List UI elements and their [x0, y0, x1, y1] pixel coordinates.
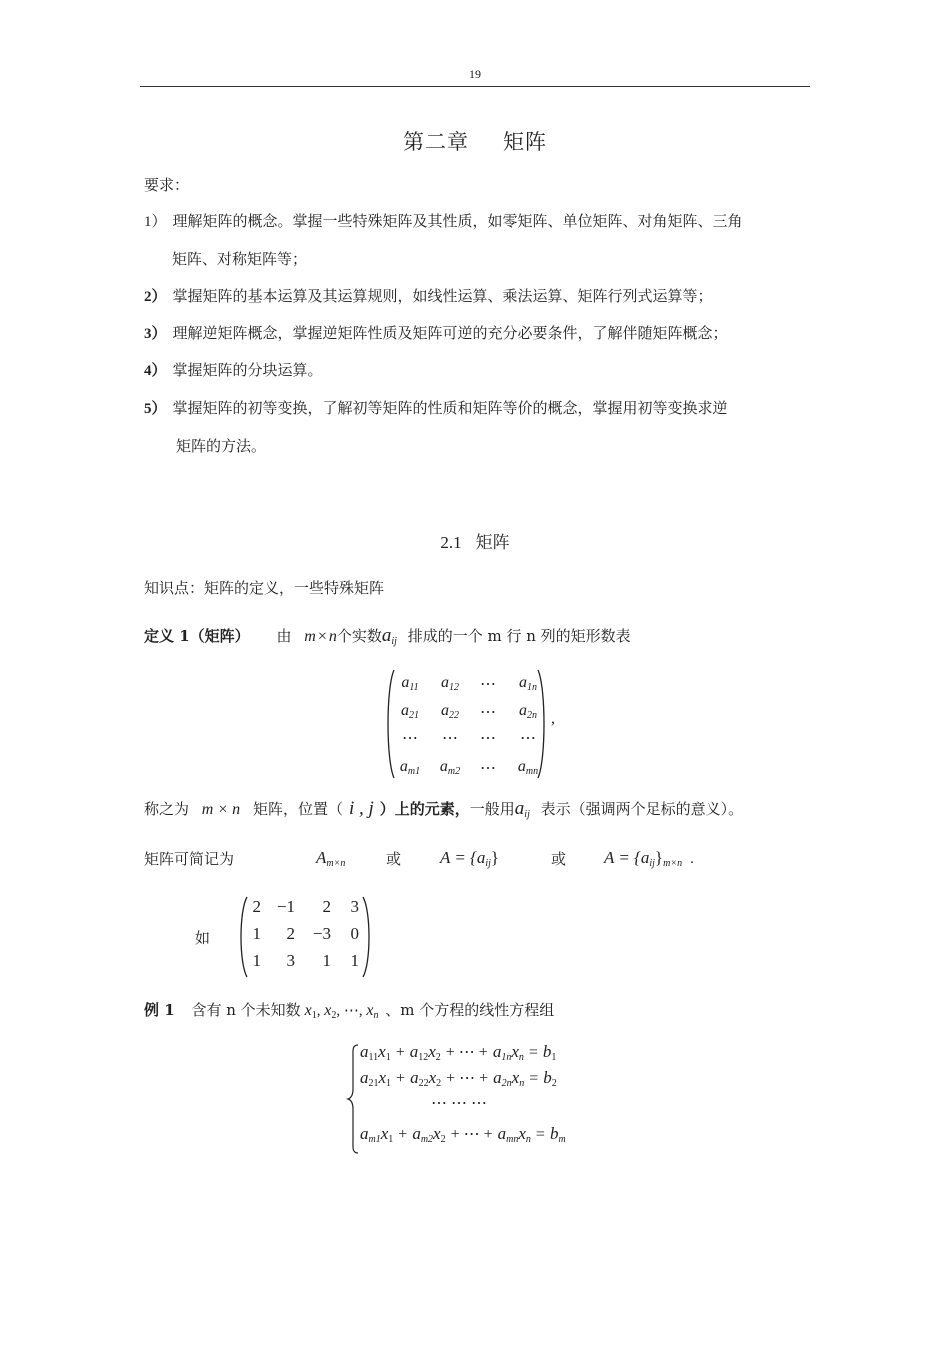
chapter-name: 矩阵: [503, 130, 547, 154]
page-number: 19: [469, 67, 481, 81]
definition-1: [144, 626, 631, 647]
matrix-entry: $a_{mn}$: [517, 758, 539, 777]
header-rule: [140, 86, 810, 87]
matrix-entry: 3: [286, 951, 295, 970]
example-var-2-sub: 2: [331, 1010, 337, 1021]
example-text-a: 含有 n 个未知数: [191, 1001, 301, 1019]
definition-text-c: 排成的一个 m 行 n 列的矩形数表: [407, 627, 631, 645]
matrix-entry: 0: [350, 924, 359, 943]
section-title: [0, 528, 950, 553]
requirement-num: 5）: [144, 401, 167, 417]
called-aij-sub: ij: [524, 809, 530, 820]
called-size: m × n: [201, 801, 241, 818]
requirements-heading: 要求：: [144, 176, 190, 194]
notation-form-1: [316, 848, 345, 868]
matrix-entry: $a_{m2}$: [439, 758, 461, 777]
matrix-entry: −1: [276, 897, 295, 916]
general-matrix: [383, 668, 555, 780]
matrix-entry: 1: [252, 924, 261, 943]
notation-form-2: [440, 848, 499, 868]
chapter-label: 第二章: [403, 130, 469, 154]
notation-or-1: 或: [386, 850, 402, 868]
requirement-num: 3）: [144, 326, 167, 342]
requirement-text: 理解矩阵的概念。掌握一些特殊矩阵及其性质，如零矩阵、单位矩阵、对角矩阵、三角: [172, 212, 743, 230]
right-paren: [361, 895, 373, 979]
example-var-n-sub: n: [373, 1010, 379, 1021]
requirement-item-1-cont: 矩阵、对称矩阵等；: [172, 250, 308, 268]
notation-form-2-main: A = {a: [440, 848, 486, 867]
matrix-entry: $a_{21}$: [401, 702, 419, 721]
requirement-item-5: [144, 398, 728, 419]
notation-form-3: [604, 848, 694, 869]
requirement-text: 掌握矩阵的初等变换，了解初等矩阵的性质和矩阵等价的概念，掌握用初等变换求逆: [172, 399, 728, 417]
matrix-entry: ⋯: [442, 730, 458, 747]
example-matrix: [237, 895, 375, 979]
definition-aij-sub: ij: [391, 636, 397, 647]
requirement-item-3: [144, 323, 728, 344]
section-number: 2.1: [440, 533, 462, 552]
knowledge-points: 知识点：矩阵的定义，一些特殊矩阵: [144, 579, 385, 597]
matrix-entry: $a_{m1}$: [399, 758, 421, 777]
requirement-item-5-cont: 矩阵的方法。: [176, 437, 267, 455]
system-equation: ⋯ ⋯ ⋯: [431, 1095, 487, 1112]
definition-aij: a: [381, 625, 392, 646]
called-text-c: ）上的元素，: [379, 800, 470, 818]
notation-or-2: 或: [551, 850, 567, 868]
notation-A-sub: m×n: [326, 858, 346, 869]
notation-form-3-sub: ij: [649, 858, 655, 869]
left-brace: [346, 1043, 360, 1155]
called-text-d: 一般用: [469, 800, 515, 818]
example-var-1-sub: 1: [311, 1010, 317, 1021]
requirement-num: 2）: [144, 289, 167, 305]
system-equation: $a_{m1}x_1 + a_{m2}x_2$ + ⋯ + $a_{mn}x_n = b_m$: [360, 1124, 566, 1145]
called-text-b: 矩阵，位置（: [252, 800, 343, 818]
requirement-num: 4）: [144, 363, 167, 379]
matrix-entry: ⋯: [520, 730, 536, 747]
notation-A: A: [316, 848, 327, 867]
called-text-a: 称之为: [144, 800, 190, 818]
requirement-item-4: [144, 360, 323, 381]
matrix-entry: ⋯: [480, 760, 496, 777]
matrix-entry: 1: [252, 951, 261, 970]
requirement-item-2: [144, 286, 713, 307]
matrix-entry: ⋯: [402, 730, 418, 747]
matrix-entry: −3: [312, 924, 331, 943]
example-label: 例 1: [144, 1001, 175, 1019]
example-matrix-label: 如: [195, 929, 211, 947]
chapter-title: [0, 126, 950, 156]
requirement-num: 1）: [144, 214, 167, 230]
matrix-entry: 2: [286, 924, 295, 943]
requirement-item-1: [144, 211, 743, 232]
example-var-n: x: [366, 1002, 374, 1019]
matrix-entry: ⋯: [480, 676, 496, 693]
notation-form-3-close: }: [654, 848, 664, 867]
notation-form-3-main: A = {a: [604, 848, 650, 867]
matrix-entry: $a_{1n}$: [519, 674, 537, 693]
notation-intro: 矩阵可简记为: [144, 850, 235, 868]
notation-form-2-sub: ij: [485, 858, 491, 869]
matrix-entry: ⋯: [480, 704, 496, 721]
matrix-entry: 3: [350, 897, 359, 916]
matrix-entry: 1: [350, 951, 359, 970]
definition-text-b: 个实数: [336, 627, 382, 645]
section-name: 矩阵: [475, 533, 510, 553]
notation-form-2-close: }: [490, 848, 500, 867]
definition-n: n: [328, 628, 337, 645]
definition-times: ×: [317, 628, 327, 645]
example-var-dots: ⋯: [343, 1003, 359, 1019]
system-equation: $a_{21}x_1 + a_{22}x_2$ + ⋯ + $a_{2n}x_n = b_2$: [360, 1068, 557, 1089]
matrix-entry: $a_{22}$: [441, 702, 459, 721]
called-sentence: [144, 799, 743, 820]
example-1: 例 1 含有 n 个未知数 $x_1$, $x_2$, ⋯, $x_n$ 、m 个方程的线性方程组: [144, 1001, 555, 1021]
matrix-trailing-comma: ,: [551, 710, 555, 727]
requirement-text: 掌握矩阵的基本运算及其运算规则，如线性运算、乘法运算、矩阵行列式运算等；: [172, 287, 713, 305]
matrix-entry: ⋯: [480, 730, 496, 747]
requirement-text: 掌握矩阵的分块运算。: [172, 361, 323, 379]
example-var-2: x: [324, 1002, 332, 1019]
example-var-1: x: [304, 1002, 312, 1019]
matrix-entry: $a_{2n}$: [519, 702, 537, 721]
example-text-b: 、m 个方程的线性方程组: [385, 1001, 555, 1019]
matrix-entry: 2: [252, 897, 261, 916]
definition-label: 定义 1（矩阵）: [144, 627, 250, 645]
linear-system: [346, 1043, 596, 1155]
requirement-text: 理解逆矩阵概念，掌握逆矩阵性质及矩阵可逆的充分必要条件，了解伴随矩阵概念；: [172, 324, 728, 342]
called-aij: a: [514, 798, 525, 819]
matrix-entry: 1: [322, 951, 331, 970]
definition-text-a: 由: [276, 627, 292, 645]
called-position: i , j: [348, 798, 374, 819]
notation-form-3-sub2: m×n: [663, 858, 683, 869]
matrix-entry: $a_{11}$: [401, 674, 419, 693]
matrix-entry: $a_{12}$: [441, 674, 459, 693]
called-text-e: 表示（强调两个足标的意义）。: [540, 800, 744, 818]
system-equation: $a_{11}x_1 + a_{12}x_2$ + ⋯ + $a_{1n}x_n = b_1$: [360, 1042, 557, 1063]
definition-m: m: [304, 628, 316, 645]
matrix-entry: 2: [322, 897, 331, 916]
notation-period: .: [690, 851, 694, 867]
